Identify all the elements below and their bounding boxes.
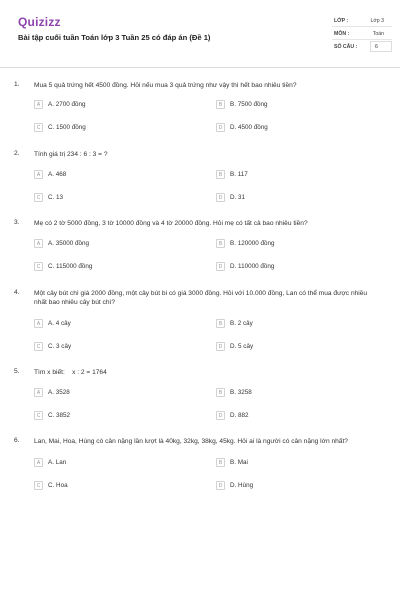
option-label: A. 2700 đồng — [48, 101, 86, 108]
page-title: Bài tập cuối tuần Toán lớp 3 Tuần 25 có đáp án (Đề 1) — [18, 33, 211, 42]
option-letter-box: C — [34, 193, 43, 202]
quizizz-logo: Quizizz — [18, 15, 61, 29]
option-label: B. 2 cây — [230, 320, 253, 327]
option-letter-box: A — [34, 170, 43, 179]
option-label: D. Hùng — [230, 482, 254, 489]
question-text: Một cây bút chì giá 2000 đồng, một cây bút bi có giá 3000 đồng. Hỏi với 10.000 đồng, Lan có thể mua được nhiều nhất bao nhiêu cây bút chì? — [34, 290, 368, 306]
option-a[interactable] — [34, 388, 164, 399]
option-d[interactable] — [216, 481, 346, 492]
option-b[interactable] — [216, 239, 346, 250]
option-letter-box: C — [34, 481, 43, 490]
meta-value-box — [370, 41, 392, 52]
worksheet-meta — [332, 14, 392, 53]
question-text: Mẹ có 2 tờ 5000 đồng, 3 tờ 10000 đồng và 4 tờ 20000 đồng. Hỏi mẹ có tất cả bao nhiêu tiền? — [34, 220, 308, 227]
option-letter-box: B — [216, 388, 225, 397]
option-label: A. 35000 đồng — [48, 240, 89, 247]
meta-value: Toán — [372, 31, 384, 37]
option-label: A. 3528 — [48, 389, 70, 396]
option-a[interactable] — [34, 100, 164, 111]
option-label: C. 3 cây — [48, 343, 72, 350]
option-b[interactable] — [216, 319, 346, 330]
option-letter-box: B — [216, 319, 225, 328]
option-letter-box: B — [216, 239, 225, 248]
option-letter-box: D — [216, 411, 225, 420]
option-letter-box: C — [34, 123, 43, 132]
option-label: A. 4 cây — [48, 320, 71, 327]
header-divider — [0, 67, 400, 68]
option-letter-box: B — [216, 458, 225, 467]
option-label: D. 4500 đồng — [230, 124, 268, 131]
option-label: C. Hoa — [48, 482, 68, 489]
option-letter-box: D — [216, 342, 225, 351]
option-label: A. Lan — [48, 459, 67, 466]
option-letter-box: D — [216, 123, 225, 132]
option-c[interactable] — [34, 193, 164, 204]
question-number: 1. — [14, 81, 20, 88]
option-a[interactable] — [34, 458, 164, 469]
option-letter-box: A — [34, 388, 43, 397]
option-letter-box: A — [34, 239, 43, 248]
option-letter-box: B — [216, 100, 225, 109]
question-text: Lan, Mai, Hoa, Hùng có cân nặng lần lượt là 40kg, 32kg, 38kg, 45kg. Hỏi ai là người có cân nặng lớn nhất? — [34, 438, 348, 445]
option-letter-box: C — [34, 411, 43, 420]
option-label: C. 13 — [48, 194, 64, 201]
option-a[interactable] — [34, 239, 164, 250]
meta-value: 6 — [375, 44, 378, 50]
meta-key: MÔN : — [334, 31, 350, 37]
option-d[interactable] — [216, 342, 346, 353]
option-letter-box: A — [34, 458, 43, 467]
option-label: B. Mai — [230, 459, 248, 466]
option-d[interactable] — [216, 123, 346, 134]
question-number: 5. — [14, 368, 20, 375]
option-d[interactable] — [216, 411, 346, 422]
option-letter-box: D — [216, 481, 225, 490]
option-c[interactable] — [34, 342, 164, 353]
option-label: C. 115000 đồng — [48, 263, 93, 270]
option-b[interactable] — [216, 100, 346, 111]
option-letter-box: C — [34, 262, 43, 271]
meta-row-class — [332, 14, 392, 27]
option-b[interactable] — [216, 458, 346, 469]
option-label: D. 31 — [230, 194, 246, 201]
question-number: 3. — [14, 219, 20, 226]
question-text: Tính giá trị 234 : 6 : 3 = ? — [34, 151, 108, 158]
option-label: C. 3852 — [48, 412, 71, 419]
meta-key: SỐ CÂU : — [334, 44, 358, 50]
option-label: D. 882 — [230, 412, 249, 419]
option-b[interactable] — [216, 388, 346, 399]
option-label: B. 117 — [230, 171, 248, 178]
option-label: A. 468 — [48, 171, 67, 178]
option-c[interactable] — [34, 411, 164, 422]
option-letter-box: D — [216, 262, 225, 271]
option-label: D. 110000 đồng — [230, 263, 275, 270]
question-number: 2. — [14, 150, 20, 157]
meta-value: Lớp 3 — [370, 18, 384, 24]
option-b[interactable] — [216, 170, 346, 181]
question-text: Mua 5 quả trứng hết 4500 đồng. Hỏi nếu mua 3 quả trứng như vậy thì hết bao nhiêu tiền? — [34, 82, 297, 89]
meta-row-subject — [332, 27, 392, 40]
option-label: D. 5 cây — [230, 343, 254, 350]
option-label: B. 3258 — [230, 389, 252, 396]
option-c[interactable] — [34, 481, 164, 492]
option-letter-box: B — [216, 170, 225, 179]
meta-key: LỚP : — [334, 18, 349, 24]
meta-row-count — [332, 40, 392, 53]
option-a[interactable] — [34, 319, 164, 330]
option-label: B. 7500 đồng — [230, 101, 268, 108]
question-text: Tìm x biết: x : 2 = 1764 — [34, 369, 107, 376]
option-letter-box: A — [34, 319, 43, 328]
question-number: 4. — [14, 289, 20, 296]
option-letter-box: C — [34, 342, 43, 351]
option-c[interactable] — [34, 123, 164, 134]
worksheet-header — [0, 0, 400, 70]
option-a[interactable] — [34, 170, 164, 181]
option-letter-box: D — [216, 193, 225, 202]
option-label: B. 120000 đồng — [230, 240, 275, 247]
option-c[interactable] — [34, 262, 164, 273]
question-number: 6. — [14, 437, 20, 444]
option-letter-box: A — [34, 100, 43, 109]
option-d[interactable] — [216, 262, 346, 273]
option-d[interactable] — [216, 193, 346, 204]
option-label: C. 1500 đồng — [48, 124, 86, 131]
